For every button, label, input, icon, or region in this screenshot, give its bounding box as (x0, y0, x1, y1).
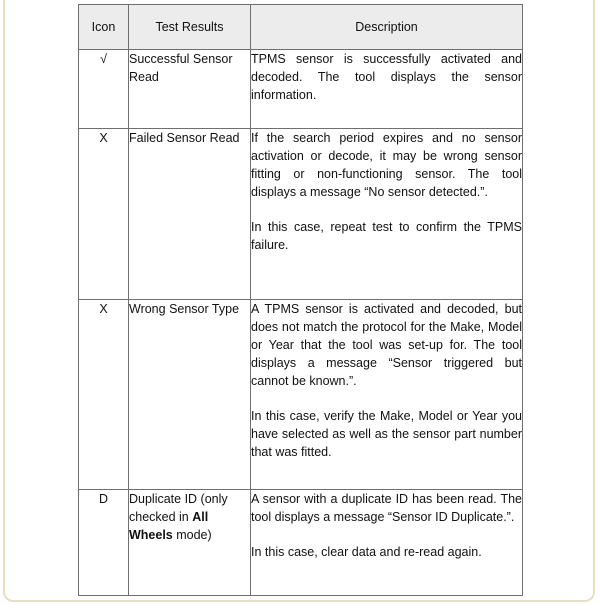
header-test-results: Test Results (129, 5, 251, 50)
table-row (79, 300, 523, 490)
test-result-label: Wrong Sensor Type (129, 300, 251, 490)
status-icon-duplicate: D (79, 490, 129, 596)
description-cell (251, 490, 523, 596)
result-text-bold: All Wheels (129, 510, 209, 542)
result-text: Duplicate ID (only checked in (129, 492, 228, 524)
header-description: Description (251, 5, 523, 50)
result-text: mode) (172, 528, 212, 542)
table-row (79, 129, 523, 300)
test-result-label (129, 490, 251, 596)
description-paragraph: A sensor with a duplicate ID has been read. The tool displays a message “Sensor ID Duplicate.”. (251, 492, 522, 524)
test-results-table (78, 4, 523, 596)
table-header-row (79, 5, 523, 50)
test-result-label: Failed Sensor Read (129, 129, 251, 300)
description-paragraph: A TPMS sensor is activated and decoded, but does not match the protocol for the Make, Model or Year that the tool was set-up for. The tool displays a message “Sensor triggered but cannot be known.”. (251, 302, 522, 388)
description-cell (251, 129, 523, 300)
description-cell (251, 300, 523, 490)
description-paragraph: In this case, verify the Make, Model or Year you have selected as well as the sensor part number that was fitted. (251, 409, 522, 459)
description-paragraph: TPMS sensor is successfully activated and decoded. The tool displays the sensor information. (251, 52, 522, 102)
test-result-label: Successful Sensor Read (129, 50, 251, 129)
table-row (79, 490, 523, 596)
status-icon-checkmark: √ (79, 50, 129, 129)
status-icon-x: X (79, 129, 129, 300)
status-icon-x: X (79, 300, 129, 490)
description-paragraph: If the search period expires and no sensor activation or decode, it may be wrong sensor fitting or non-functioning sensor. The tool displays a message “No sensor detected.”. (251, 131, 522, 199)
description-cell (251, 50, 523, 129)
table-row (79, 50, 523, 129)
header-icon: Icon (79, 5, 129, 50)
description-paragraph: In this case, repeat test to confirm the TPMS failure. (251, 220, 522, 252)
description-paragraph: In this case, clear data and re-read again. (251, 545, 482, 559)
